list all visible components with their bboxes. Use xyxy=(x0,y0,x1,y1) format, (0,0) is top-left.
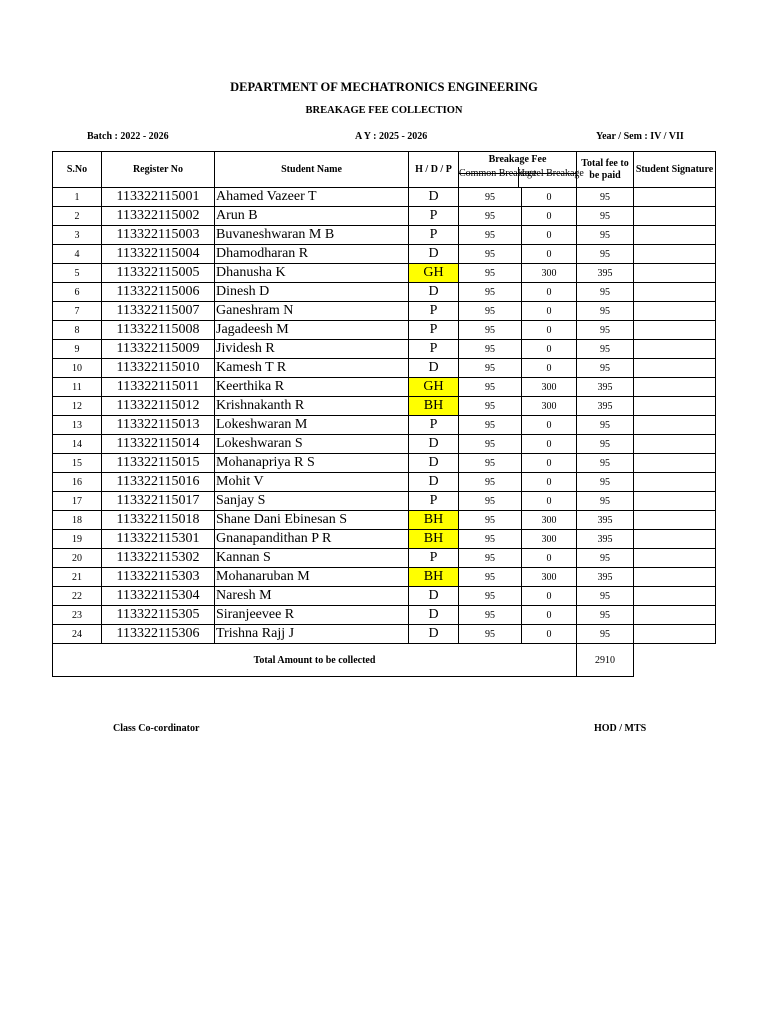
cell-total-fee: 95 xyxy=(577,625,634,644)
breakage-fee-label: Breakage Fee xyxy=(488,154,547,165)
table-row xyxy=(53,530,716,549)
cell-common-breakage: 95 xyxy=(459,340,522,359)
cell-student-name: Naresh M xyxy=(215,587,409,606)
cell-total-fee: 395 xyxy=(577,568,634,587)
cell-common-breakage: 95 xyxy=(459,188,522,207)
cell-sno: 21 xyxy=(53,568,102,587)
year-sem-label: Year / Sem : IV / VII xyxy=(596,131,684,142)
cell-hdp: BH xyxy=(409,397,459,416)
cell-common-breakage: 95 xyxy=(459,359,522,378)
cell-sno: 6 xyxy=(53,283,102,302)
cell-sno: 13 xyxy=(53,416,102,435)
total-row-spacer xyxy=(634,644,716,677)
cell-total-fee: 95 xyxy=(577,606,634,625)
cell-student-signature[interactable] xyxy=(634,207,716,226)
cell-register-no: 113322115013 xyxy=(102,416,215,435)
cell-student-signature[interactable] xyxy=(634,340,716,359)
table-row xyxy=(53,511,716,530)
cell-hdp: D xyxy=(409,606,459,625)
cell-student-signature[interactable] xyxy=(634,492,716,511)
cell-hostel-breakage: 0 xyxy=(522,625,577,644)
cell-register-no: 113322115018 xyxy=(102,511,215,530)
cell-hdp: D xyxy=(409,435,459,454)
cell-common-breakage: 95 xyxy=(459,492,522,511)
cell-total-fee: 395 xyxy=(577,264,634,283)
cell-student-signature[interactable] xyxy=(634,587,716,606)
cell-sno: 22 xyxy=(53,587,102,606)
cell-hostel-breakage: 300 xyxy=(522,264,577,283)
cell-hdp: D xyxy=(409,454,459,473)
cell-student-name: Shane Dani Ebinesan S xyxy=(215,511,409,530)
cell-hdp: BH xyxy=(409,568,459,587)
col-header-breakage-fee xyxy=(459,152,584,188)
cell-student-name: Lokeshwaran M xyxy=(215,416,409,435)
cell-common-breakage: 95 xyxy=(459,435,522,454)
col-header-hdp: H / D / P xyxy=(409,152,459,188)
table-row xyxy=(53,416,716,435)
col-header-hostel-breakage: Hostel Breakage xyxy=(517,168,584,179)
table-header-row xyxy=(53,152,716,188)
table-body xyxy=(53,188,716,644)
cell-student-signature[interactable] xyxy=(634,568,716,587)
table-row xyxy=(53,245,716,264)
cell-register-no: 113322115017 xyxy=(102,492,215,511)
cell-student-signature[interactable] xyxy=(634,378,716,397)
page-title: DEPARTMENT OF MECHATRONICS ENGINEERING xyxy=(230,80,538,94)
table-row xyxy=(53,397,716,416)
cell-total-fee: 95 xyxy=(577,473,634,492)
cell-hostel-breakage: 0 xyxy=(522,435,577,454)
cell-student-signature[interactable] xyxy=(634,473,716,492)
table-row xyxy=(53,549,716,568)
cell-student-name: Dinesh D xyxy=(215,283,409,302)
cell-register-no: 113322115002 xyxy=(102,207,215,226)
cell-hostel-breakage: 0 xyxy=(522,245,577,264)
cell-student-name: Dhanusha K xyxy=(215,264,409,283)
cell-student-name: Mohanapriya R S xyxy=(215,454,409,473)
cell-register-no: 113322115006 xyxy=(102,283,215,302)
cell-common-breakage: 95 xyxy=(459,549,522,568)
table-row xyxy=(53,435,716,454)
cell-sno: 9 xyxy=(53,340,102,359)
total-value: 2910 xyxy=(577,644,634,677)
cell-register-no: 113322115005 xyxy=(102,264,215,283)
cell-hostel-breakage: 0 xyxy=(522,302,577,321)
table-row xyxy=(53,454,716,473)
cell-total-fee: 95 xyxy=(577,340,634,359)
cell-hdp: D xyxy=(409,587,459,606)
table-row xyxy=(53,492,716,511)
cell-total-fee: 95 xyxy=(577,226,634,245)
cell-hostel-breakage: 0 xyxy=(522,549,577,568)
cell-hdp: D xyxy=(409,359,459,378)
table-row xyxy=(53,188,716,207)
cell-student-name: Siranjeevee R xyxy=(215,606,409,625)
cell-hostel-breakage: 0 xyxy=(522,359,577,378)
cell-hostel-breakage: 0 xyxy=(522,606,577,625)
cell-total-fee: 95 xyxy=(577,207,634,226)
academic-year-label: A Y : 2025 - 2026 xyxy=(355,131,428,142)
cell-total-fee: 95 xyxy=(577,245,634,264)
table-row xyxy=(53,606,716,625)
table-row xyxy=(53,321,716,340)
cell-hostel-breakage: 300 xyxy=(522,530,577,549)
cell-common-breakage: 95 xyxy=(459,264,522,283)
cell-common-breakage: 95 xyxy=(459,530,522,549)
cell-register-no: 113322115304 xyxy=(102,587,215,606)
page-subtitle: BREAKAGE FEE COLLECTION xyxy=(305,105,463,116)
cell-register-no: 113322115302 xyxy=(102,549,215,568)
cell-student-name: Mohit V xyxy=(215,473,409,492)
cell-sno: 19 xyxy=(53,530,102,549)
cell-hostel-breakage: 0 xyxy=(522,321,577,340)
table-row xyxy=(53,264,716,283)
cell-student-name: Ahamed Vazeer T xyxy=(215,188,409,207)
cell-hostel-breakage: 0 xyxy=(522,492,577,511)
cell-sno: 1 xyxy=(53,188,102,207)
cell-common-breakage: 95 xyxy=(459,378,522,397)
cell-sno: 7 xyxy=(53,302,102,321)
cell-register-no: 113322115301 xyxy=(102,530,215,549)
cell-student-name: Sanjay S xyxy=(215,492,409,511)
cell-hdp: BH xyxy=(409,530,459,549)
cell-sno: 24 xyxy=(53,625,102,644)
col-header-register-no: Register No xyxy=(102,152,215,188)
cell-sno: 4 xyxy=(53,245,102,264)
cell-hdp: D xyxy=(409,473,459,492)
cell-student-name: Gnanapandithan P R xyxy=(215,530,409,549)
cell-hdp: D xyxy=(409,625,459,644)
cell-total-fee: 95 xyxy=(577,302,634,321)
cell-student-signature[interactable] xyxy=(634,549,716,568)
cell-sno: 18 xyxy=(53,511,102,530)
cell-common-breakage: 95 xyxy=(459,587,522,606)
cell-common-breakage: 95 xyxy=(459,473,522,492)
cell-register-no: 113322115015 xyxy=(102,454,215,473)
table-row xyxy=(53,378,716,397)
table-row xyxy=(53,473,716,492)
cell-total-fee: 95 xyxy=(577,587,634,606)
col-header-student-name: Student Name xyxy=(215,152,409,188)
cell-hostel-breakage: 0 xyxy=(522,587,577,606)
cell-common-breakage: 95 xyxy=(459,245,522,264)
cell-student-signature[interactable] xyxy=(634,321,716,340)
cell-total-fee: 95 xyxy=(577,321,634,340)
cell-total-fee: 395 xyxy=(577,378,634,397)
cell-hdp: P xyxy=(409,416,459,435)
cell-total-fee: 95 xyxy=(577,283,634,302)
col-header-total-fee: Total fee to be paid xyxy=(577,152,634,188)
cell-student-signature[interactable] xyxy=(634,511,716,530)
cell-common-breakage: 95 xyxy=(459,302,522,321)
cell-total-fee: 95 xyxy=(577,492,634,511)
cell-total-fee: 95 xyxy=(577,435,634,454)
cell-register-no: 113322115003 xyxy=(102,226,215,245)
cell-total-fee: 395 xyxy=(577,530,634,549)
cell-register-no: 113322115008 xyxy=(102,321,215,340)
cell-common-breakage: 95 xyxy=(459,207,522,226)
cell-student-name: Kannan S xyxy=(215,549,409,568)
cell-common-breakage: 95 xyxy=(459,606,522,625)
cell-common-breakage: 95 xyxy=(459,226,522,245)
cell-sno: 11 xyxy=(53,378,102,397)
cell-student-name: Ganeshram N xyxy=(215,302,409,321)
cell-hdp: P xyxy=(409,207,459,226)
col-header-student-signature: Student Signature xyxy=(634,152,716,188)
table-row xyxy=(53,625,716,644)
cell-student-signature[interactable] xyxy=(634,245,716,264)
cell-hdp: P xyxy=(409,226,459,245)
cell-sno: 3 xyxy=(53,226,102,245)
cell-hostel-breakage: 300 xyxy=(522,397,577,416)
breakage-fee-table xyxy=(52,151,716,677)
cell-hdp: P xyxy=(409,492,459,511)
cell-student-signature[interactable] xyxy=(634,625,716,644)
cell-student-name: Lokeshwaran S xyxy=(215,435,409,454)
cell-register-no: 113322115306 xyxy=(102,625,215,644)
cell-common-breakage: 95 xyxy=(459,283,522,302)
cell-student-signature[interactable] xyxy=(634,416,716,435)
cell-hdp: P xyxy=(409,340,459,359)
cell-register-no: 113322115010 xyxy=(102,359,215,378)
cell-student-name: Jagadeesh M xyxy=(215,321,409,340)
cell-register-no: 113322115016 xyxy=(102,473,215,492)
cell-hostel-breakage: 300 xyxy=(522,378,577,397)
cell-common-breakage: 95 xyxy=(459,416,522,435)
cell-register-no: 113322115305 xyxy=(102,606,215,625)
cell-student-name: Keerthika R xyxy=(215,378,409,397)
cell-student-signature[interactable] xyxy=(634,283,716,302)
col-header-common-breakage: Common Breakage xyxy=(459,168,537,179)
table-row xyxy=(53,226,716,245)
cell-hostel-breakage: 0 xyxy=(522,454,577,473)
cell-hdp: GH xyxy=(409,378,459,397)
cell-register-no: 113322115011 xyxy=(102,378,215,397)
cell-total-fee: 95 xyxy=(577,188,634,207)
table-row xyxy=(53,568,716,587)
cell-student-name: Buvaneshwaran M B xyxy=(215,226,409,245)
cell-student-signature[interactable] xyxy=(634,264,716,283)
cell-student-name: Mohanaruban M xyxy=(215,568,409,587)
cell-hostel-breakage: 0 xyxy=(522,416,577,435)
table-row xyxy=(53,587,716,606)
cell-student-signature[interactable] xyxy=(634,397,716,416)
cell-sno: 8 xyxy=(53,321,102,340)
cell-common-breakage: 95 xyxy=(459,454,522,473)
cell-hostel-breakage: 0 xyxy=(522,340,577,359)
cell-student-signature[interactable] xyxy=(634,302,716,321)
cell-register-no: 113322115303 xyxy=(102,568,215,587)
cell-student-name: Trishna Rajj J xyxy=(215,625,409,644)
cell-total-fee: 395 xyxy=(577,397,634,416)
cell-sno: 15 xyxy=(53,454,102,473)
cell-hostel-breakage: 300 xyxy=(522,511,577,530)
cell-sno: 10 xyxy=(53,359,102,378)
cell-student-name: Arun B xyxy=(215,207,409,226)
cell-student-signature[interactable] xyxy=(634,188,716,207)
class-coordinator-signatory: Class Co-cordinator xyxy=(113,723,200,734)
cell-hdp: P xyxy=(409,302,459,321)
cell-common-breakage: 95 xyxy=(459,568,522,587)
table-row xyxy=(53,302,716,321)
total-row xyxy=(53,644,716,677)
cell-student-signature[interactable] xyxy=(634,435,716,454)
table-row xyxy=(53,340,716,359)
cell-common-breakage: 95 xyxy=(459,397,522,416)
cell-student-name: Dhamodharan R xyxy=(215,245,409,264)
table-row xyxy=(53,359,716,378)
cell-student-signature[interactable] xyxy=(634,606,716,625)
cell-common-breakage: 95 xyxy=(459,625,522,644)
cell-hostel-breakage: 0 xyxy=(522,207,577,226)
cell-sno: 20 xyxy=(53,549,102,568)
cell-hdp: D xyxy=(409,245,459,264)
cell-total-fee: 95 xyxy=(577,416,634,435)
cell-hdp: GH xyxy=(409,264,459,283)
cell-register-no: 113322115014 xyxy=(102,435,215,454)
cell-sno: 14 xyxy=(53,435,102,454)
cell-register-no: 113322115004 xyxy=(102,245,215,264)
cell-total-fee: 395 xyxy=(577,511,634,530)
table-row xyxy=(53,283,716,302)
cell-student-name: Kamesh T R xyxy=(215,359,409,378)
cell-student-name: Jividesh R xyxy=(215,340,409,359)
table-row xyxy=(53,207,716,226)
cell-student-signature[interactable] xyxy=(634,530,716,549)
cell-register-no: 113322115007 xyxy=(102,302,215,321)
hod-signatory: HOD / MTS xyxy=(594,723,647,734)
cell-hdp: D xyxy=(409,283,459,302)
cell-sno: 16 xyxy=(53,473,102,492)
cell-sno: 12 xyxy=(53,397,102,416)
cell-student-signature[interactable] xyxy=(634,359,716,378)
cell-hdp: P xyxy=(409,549,459,568)
cell-sno: 5 xyxy=(53,264,102,283)
cell-hdp: P xyxy=(409,321,459,340)
col-header-sno: S.No xyxy=(53,152,102,188)
cell-sno: 23 xyxy=(53,606,102,625)
batch-label: Batch : 2022 - 2026 xyxy=(87,131,169,142)
cell-sno: 2 xyxy=(53,207,102,226)
cell-total-fee: 95 xyxy=(577,549,634,568)
cell-register-no: 113322115009 xyxy=(102,340,215,359)
cell-common-breakage: 95 xyxy=(459,321,522,340)
cell-hostel-breakage: 0 xyxy=(522,473,577,492)
cell-hdp: BH xyxy=(409,511,459,530)
cell-student-name: Krishnakanth R xyxy=(215,397,409,416)
cell-register-no: 113322115001 xyxy=(102,188,215,207)
cell-total-fee: 95 xyxy=(577,454,634,473)
cell-student-signature[interactable] xyxy=(634,226,716,245)
total-label: Total Amount to be collected xyxy=(53,644,577,677)
cell-sno: 17 xyxy=(53,492,102,511)
cell-hostel-breakage: 0 xyxy=(522,226,577,245)
cell-register-no: 113322115012 xyxy=(102,397,215,416)
cell-common-breakage: 95 xyxy=(459,511,522,530)
cell-hostel-breakage: 0 xyxy=(522,188,577,207)
cell-hostel-breakage: 0 xyxy=(522,283,577,302)
cell-hdp: D xyxy=(409,188,459,207)
cell-student-signature[interactable] xyxy=(634,454,716,473)
cell-hostel-breakage: 300 xyxy=(522,568,577,587)
cell-total-fee: 95 xyxy=(577,359,634,378)
